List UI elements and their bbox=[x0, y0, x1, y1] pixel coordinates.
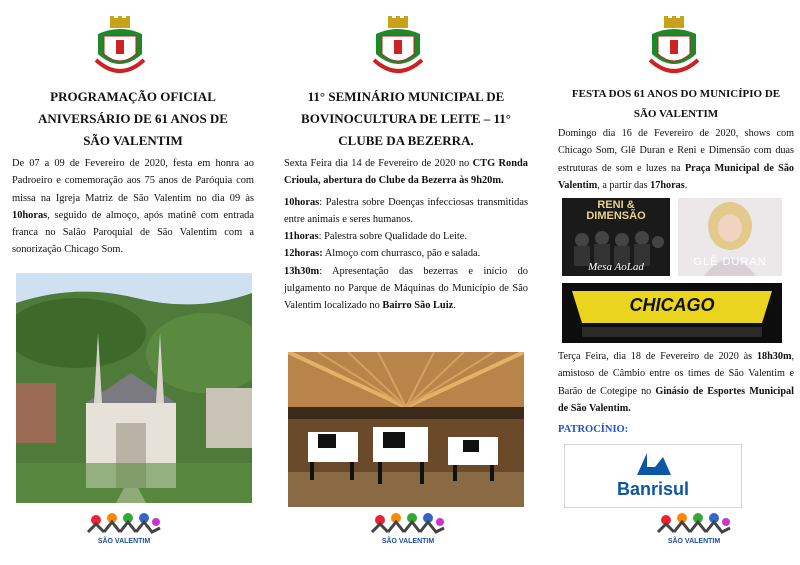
festival-text bbox=[558, 125, 794, 194]
text-bold: Ginásio de Esportes Municipal de São Valentim. bbox=[558, 385, 794, 414]
text-run: Domingo dia 16 de Fevereiro de 2020, shows com Chicago Som, Glê Duran e Reni e Dimensão com duas estruturas de som e luzes na bbox=[558, 128, 794, 174]
footer-logo bbox=[368, 510, 448, 550]
column-seminar bbox=[284, 0, 528, 565]
footer-logo-caption: SÃO VALENTIM bbox=[97, 538, 151, 545]
cattle-barn-photo bbox=[288, 352, 524, 507]
municipal-crest-icon bbox=[92, 16, 148, 82]
festival-title bbox=[558, 84, 794, 124]
text-bold: 10horas bbox=[12, 209, 48, 221]
text-bold: Praça Municipal de São Valentim bbox=[558, 162, 795, 191]
schedule-text: : Palestra sobre Doenças infecciosas transmitidas entre animais e seres humanos. bbox=[284, 196, 528, 225]
title-line: FESTA DOS 61 ANOS DO MUNICÍPIO DE bbox=[571, 88, 781, 100]
schedule-text: : Palestra sobre Qualidade do Leite. bbox=[318, 231, 467, 243]
column-anniversary bbox=[12, 0, 254, 565]
text-run: . bbox=[453, 300, 456, 312]
sponsor-name: Banrisul bbox=[616, 479, 690, 499]
schedule-text: : Apresentação das bezerras e início do julgamento no Parque de Máquinas do Município de São Valentim localizado no bbox=[284, 265, 528, 312]
band-name: GLÊ DURAN bbox=[693, 256, 767, 268]
anniversary-text bbox=[12, 155, 254, 259]
text-bold: 17horas bbox=[650, 179, 685, 191]
municipal-crest-icon bbox=[370, 16, 426, 82]
band-name: CHICAGO bbox=[629, 295, 715, 315]
title-line: 11° SEMINÁRIO MUNICIPAL DE bbox=[307, 89, 505, 104]
band-name: DIMENSÃO bbox=[586, 210, 646, 222]
sponsor-label: PATROCÍNIO: bbox=[558, 424, 629, 435]
title-line: CLUBE DA BEZERRA. bbox=[338, 133, 474, 148]
seminar-text bbox=[284, 155, 528, 315]
band-name: RENI & bbox=[597, 199, 635, 211]
title-line: SÃO VALENTIM bbox=[83, 133, 183, 148]
schedule-time: 10horas bbox=[284, 196, 320, 208]
text-bold: Bairro São Luiz bbox=[382, 300, 454, 312]
text-run: Sexta Feira dia 14 de Fevereiro de 2020 no bbox=[284, 158, 473, 169]
text-run: Terça Feira, dia 18 de Fevereiro de 2020 às bbox=[558, 351, 757, 362]
title-line: ANIVERSÁRIO DE 61 ANOS DE bbox=[38, 111, 228, 126]
band-subtitle: Mesa AoLad bbox=[588, 261, 644, 273]
title-line: SÃO VALENTIM bbox=[633, 108, 719, 120]
municipal-crest-icon bbox=[646, 16, 702, 82]
schedule-time: 11horas bbox=[284, 231, 319, 243]
banrisul-logo bbox=[564, 444, 742, 508]
seminar-title bbox=[284, 86, 528, 152]
text-run: , seguido de almoço, após matinê com entrada franca no Salão Paroquial de São Valentim com a sonorização Chicago Som. bbox=[12, 209, 254, 256]
chicago-som-banner bbox=[562, 283, 782, 343]
schedule-text: Almoço com churrasco, pão e salada. bbox=[322, 248, 481, 260]
title-line: PROGRAMAÇÃO OFICIAL bbox=[50, 89, 216, 104]
anniversary-title bbox=[12, 86, 254, 152]
schedule-time: 13h30m bbox=[284, 265, 320, 277]
column-festival bbox=[558, 0, 794, 565]
reni-dimensao-poster bbox=[562, 198, 670, 276]
footer-logo-caption: SÃO VALENTIM bbox=[381, 538, 435, 545]
footer-logo-caption: SÃO VALENTIM bbox=[667, 538, 721, 545]
football-text bbox=[558, 348, 794, 417]
footer-logo bbox=[654, 510, 734, 550]
text-run: . bbox=[684, 179, 688, 191]
gle-duran-poster bbox=[678, 198, 782, 276]
text-run: , a partir das bbox=[597, 179, 651, 191]
church-aerial-photo bbox=[16, 273, 252, 503]
footer-logo bbox=[84, 510, 164, 550]
text-bold: 18h30m bbox=[756, 351, 792, 362]
text-bold: CTG Ronda Crioula, abertura do Clube da Bezerra às 9h20m. bbox=[284, 158, 528, 187]
banrisul-symbol-icon bbox=[633, 449, 673, 479]
schedule-time: 12horas: bbox=[284, 248, 323, 260]
text-run: De 07 a 09 de Fevereiro de 2020, festa em honra ao Padroeiro e comemoração aos 75 anos de Paróquia com missa na Igreja Matriz de São Valentim no dia 09 às bbox=[12, 158, 254, 204]
text-run: , amistoso de Câmbio entre os times de São Valentim e Barão de Cotegipe no bbox=[558, 351, 794, 397]
title-line: BOVINOCULTURA DE LEITE – 11° bbox=[301, 111, 511, 126]
